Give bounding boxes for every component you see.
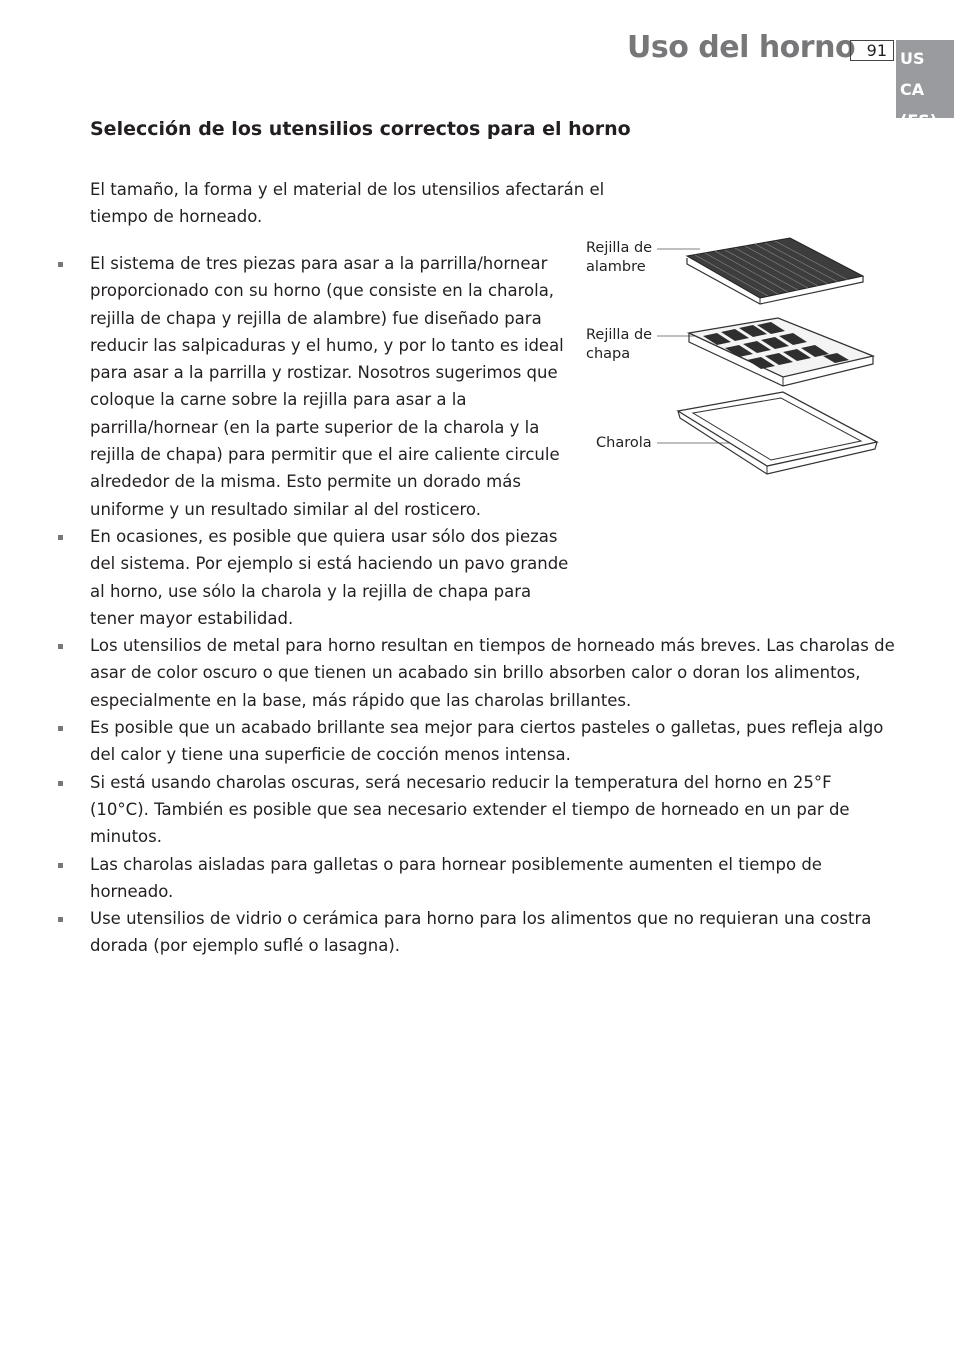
label-wire-rack: Rejilla de alambre [586,240,653,275]
bullet-marker [58,644,63,649]
bullet-marker [58,863,63,868]
page-title: Uso del horno [627,30,856,65]
bullet-list [0,250,954,960]
bullet-marker [58,262,63,267]
list-item [0,523,954,632]
bullet-marker [58,781,63,786]
list-item-text: Los utensilios de metal para horno resultan en tiempos de horneado más breves. Las charolas de asar de color oscuro o que tienen un acabado sin brillo absorben calor o doran los alimentos, especialmente en la base, más rápido que las charolas brillantes. [90,636,895,710]
bullet-marker [58,535,63,540]
language-code: (ES) [900,111,938,130]
list-item [0,250,954,523]
list-item-text: Las charolas aisladas para galletas o para hornear posiblemente aumenten el tiempo de horneado. [90,854,822,901]
list-item-text: Si está usando charolas oscuras, será necesario reducir la temperatura del horno en 25°F (10°C). También es posible que sea necesario extender el tiempo de horneado en un par de minutos. [90,772,850,847]
list-item-text: En ocasiones, es posible que quiera usar sólo dos piezas del sistema. Por ejemplo si está haciendo un pavo grande al horno, use sólo la charola y la rejilla de chapa para tener mayor estabilidad. [90,526,569,628]
list-item-text: Use utensilios de vidrio o cerámica para horno para los alimentos que no requieran una costra dorada (por ejemplo suflé o lasagna). [90,909,872,956]
bullet-marker [58,917,63,922]
bullet-marker [58,726,63,731]
list-item [0,769,954,851]
label-grill-plate: Rejilla de chapa [586,327,653,362]
list-item [0,851,954,906]
label-pan: Charola [596,435,652,451]
list-item-text: El sistema de tres piezas para asar a la parrilla/hornear proporcionado con su horno (que consiste en la charola, rejilla de chapa y rejilla de alambre) fue diseñado para reducir las salpicaduras y el humo, y por lo tanto es ideal para asar a la parrilla y rostizar. Nosotros sugerimos que coloque la carne sobre la rejilla para asar a la parrilla/hornear (en la parte superior de la charola y la rejilla de chapa) para permitir que el aire caliente circule alrededor de la misma. Esto permite un dorado más uniforme y un resultado similar al del rosticero. [90,254,564,519]
list-item [0,714,954,769]
language-tab [896,40,954,130]
list-item [0,632,954,714]
list-item [0,905,954,960]
page-number: 91 [850,40,894,61]
section-heading: Selección de los utensilios correctos para el horno [90,118,631,140]
list-item-text: Es posible que un acabado brillante sea mejor para ciertos pasteles o galletas, pues refleja algo del calor y tiene una superficie de cocción menos intensa. [90,718,884,765]
language-region: US CA [900,49,925,99]
intro-paragraph: El tamaño, la forma y el material de los utensilios afectarán el tiempo de horneado. [90,180,605,226]
